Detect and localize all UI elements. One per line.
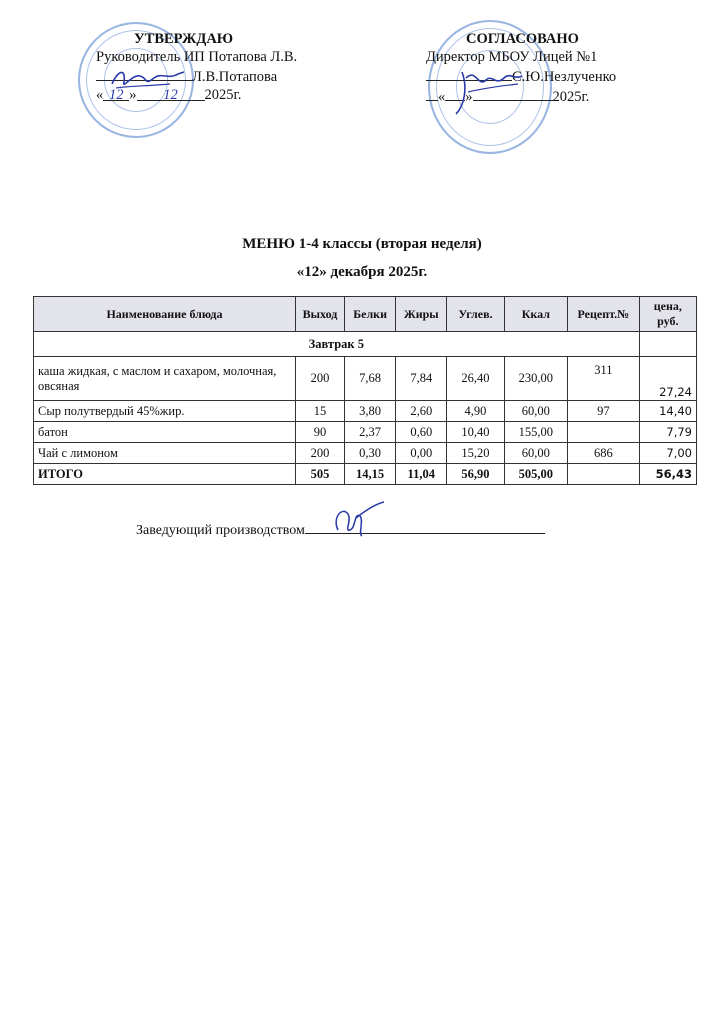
header-dish-name: Наименование блюда [34,297,296,332]
dish-recipe: 311 [568,357,640,401]
header-carbs: Углев. [447,297,504,332]
section-row [34,332,697,357]
total-row [34,464,697,485]
total-recipe [568,464,640,485]
header-fat: Жиры [396,297,447,332]
dish-price: 7,00 [639,443,696,464]
document-date: «12» декабря 2025г. [296,264,428,280]
approval-position: Руководитель ИП Потапова Л.В. [96,49,298,65]
total-price: 56,43 [639,464,696,485]
dish-carbs: 15,20 [447,443,504,464]
dish-output: 200 [295,443,344,464]
dish-protein: 7,68 [345,357,396,401]
total-kcal: 505,00 [504,464,567,485]
section-title: Завтрак 5 [34,332,640,357]
approval-date-day: 12 [103,86,129,101]
dish-fat: 0,00 [396,443,447,464]
approval-signature [108,64,188,94]
table-header-row [34,297,697,332]
dish-price: 14,40 [639,401,696,422]
approval-date-close: » [129,87,137,103]
dish-name: батон [34,422,296,443]
dish-output: 90 [295,422,344,443]
dish-output: 200 [295,357,344,401]
dish-protein: 2,37 [345,422,396,443]
table-row [34,401,697,422]
agreement-date-open: « [438,89,446,105]
agreement-name: С.Ю.Незлученко [512,69,617,85]
dish-kcal: 60,00 [504,401,567,422]
approval-heading: УТВЕРЖДАЮ [134,31,234,47]
dish-fat: 0,60 [396,422,447,443]
total-carbs: 56,90 [447,464,504,485]
agreement-signature [448,58,528,118]
dish-carbs: 10,40 [447,422,504,443]
dish-name: Чай с лимоном [34,443,296,464]
dish-name: Сыр полутвердый 45%жир. [34,401,296,422]
menu-table [33,296,697,485]
dish-kcal: 60,00 [504,443,567,464]
dish-price: 7,79 [639,422,696,443]
agreement-date-close: » [465,89,473,105]
dish-price: 27,24 [639,357,696,401]
dish-output: 15 [295,401,344,422]
table-row [34,357,697,401]
agreement-date-lead-line [426,86,438,101]
dish-kcal: 230,00 [504,357,567,401]
total-label: ИТОГО [34,464,296,485]
dish-carbs: 4,90 [447,401,504,422]
section-price-cell [639,332,696,357]
dish-carbs: 26,40 [447,357,504,401]
table-row [34,422,697,443]
header-protein: Белки [345,297,396,332]
dish-fat: 2,60 [396,401,447,422]
approval-date-open: « [96,87,104,103]
dish-recipe: 97 [568,401,640,422]
total-output: 505 [295,464,344,485]
header-recipe: Рецепт.№ [568,297,640,332]
dish-recipe [568,422,640,443]
header-kcal: Ккал [504,297,567,332]
signoff-label: Заведующий производством [136,523,305,538]
document-title: МЕНЮ 1-4 классы (вторая неделя) [242,236,482,252]
header-price: цена, руб. [639,297,696,332]
dish-name: каша жидкая, с маслом и сахаром, молочная, овсяная [34,357,296,401]
dish-protein: 3,80 [345,401,396,422]
total-fat: 11,04 [396,464,447,485]
agreement-position: Директор МБОУ Лицей №1 [426,49,598,65]
dish-kcal: 155,00 [504,422,567,443]
approval-date-month: 12 [137,86,205,101]
dish-recipe: 686 [568,443,640,464]
agreement-year: 2025г. [552,89,590,105]
production-manager-signature [326,500,386,540]
dish-fat: 7,84 [396,357,447,401]
table-row [34,443,697,464]
dish-protein: 0,30 [345,443,396,464]
approval-year: 2025г. [204,87,242,103]
approval-name: Л.В.Потапова [192,69,278,85]
total-protein: 14,15 [345,464,396,485]
header-output: Выход [295,297,344,332]
agreement-heading: СОГЛАСОВАНО [466,31,579,47]
